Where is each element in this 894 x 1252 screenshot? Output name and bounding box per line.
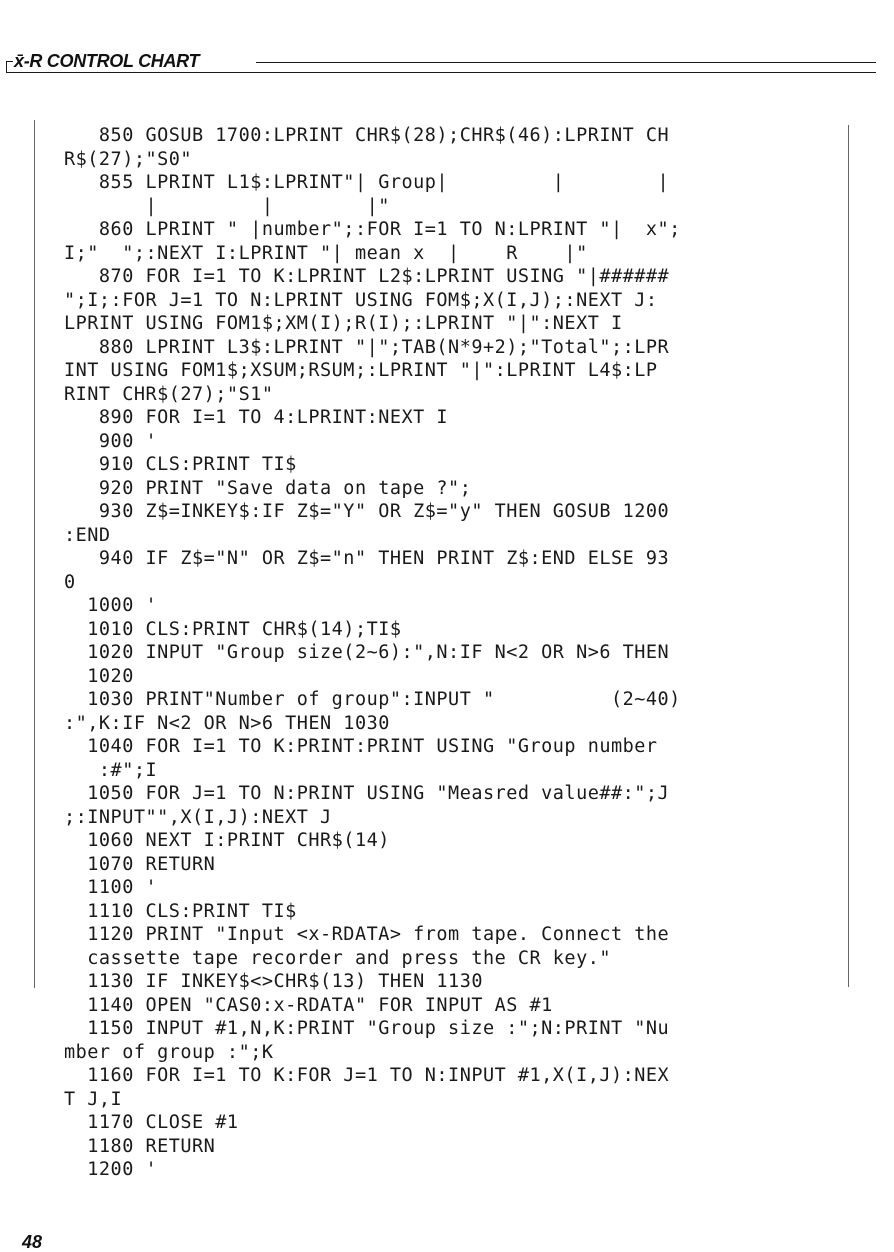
code-line: 940 IF Z$="N" OR Z$="n" THEN PRINT Z$:END ELSE 93 [64, 548, 670, 569]
code-line: ";I;:FOR J=1 TO N:LPRINT USING FOM$;X(I,J);:NEXT J: [64, 289, 658, 311]
code-line: 1170 CLOSE #1 [64, 1112, 239, 1133]
code-line: 930 Z$=INKEY$:IF Z$="Y" OR Z$="y" THEN GOSUB 1200 [64, 501, 670, 522]
code-line: 1060 NEXT I:PRINT CHR$(14) [64, 830, 390, 851]
code-line: 1050 FOR J=1 TO N:PRINT USING "Measred value##:";J [64, 783, 670, 804]
code-line: 1040 FOR I=1 TO K:PRINT:PRINT USING "Group number [64, 736, 658, 757]
code-line: 0 [64, 571, 76, 593]
code-line: 870 FOR I=1 TO K:LPRINT L2$:LPRINT USING "|###### [64, 266, 670, 287]
code-line: 910 CLS:PRINT TI$ [64, 454, 297, 475]
code-line: I;" ";:NEXT I:LPRINT "| mean x | R |" [64, 242, 588, 264]
code-line: 920 PRINT "Save data on tape ?"; [64, 477, 472, 499]
code-line: 860 LPRINT " |number";:FOR I=1 TO N:LPRINT "| x"; [64, 219, 681, 240]
code-line: :",K:IF N<2 OR N>6 THEN 1030 [64, 712, 390, 734]
code-line: R$(27);"S0" [64, 148, 193, 170]
code-line: 1160 FOR I=1 TO K:FOR J=1 TO N:INPUT #1,X(I,J):NEX [64, 1065, 670, 1086]
page-number: 48 [22, 1232, 43, 1252]
header-rule-top [256, 62, 876, 63]
code-line: LPRINT USING FOM1$;XM(I);R(I);:LPRINT "|":NEXT I [64, 313, 623, 334]
code-line: ;:INPUT"",X(I,J):NEXT J [64, 806, 332, 828]
header-bracket-mark [6, 61, 13, 72]
code-line: INT USING FOM1$;XSUM;RSUM;:LPRINT "|":LPRINT L4$:LP [64, 360, 658, 381]
code-line: 1200 ' [64, 1159, 158, 1180]
listing-right-border [848, 125, 849, 987]
code-line: 1140 OPEN "CAS0:x-RDATA" FOR INPUT AS #1 [64, 994, 553, 1016]
code-line: 1100 ' [64, 877, 158, 898]
code-line: 1020 [64, 665, 134, 687]
code-line: RINT CHR$(27);"S1" [64, 383, 274, 405]
code-line: 1110 CLS:PRINT TI$ [64, 900, 297, 922]
header-rule-bottom [6, 72, 876, 73]
code-line: :END [64, 524, 111, 546]
code-line: mber of group :";K [64, 1041, 274, 1063]
code-line: cassette tape recorder and press the CR key." [64, 947, 611, 969]
code-line: 1030 PRINT"Number of group":INPUT " (2~40) [64, 689, 681, 710]
code-line: 855 LPRINT L1$:LPRINT"| Group| | | [64, 172, 670, 193]
running-title: x̄-R CONTROL CHART [14, 51, 200, 71]
code-line: 850 GOSUB 1700:LPRINT CHR$(28);CHR$(46):LPRINT CH [64, 125, 670, 146]
page-header [6, 50, 876, 74]
code-line: 880 LPRINT L3$:LPRINT "|";TAB(N*9+2);"Total";:LPR [64, 336, 670, 358]
code-line: 1130 IF INKEY$<>CHR$(13) THEN 1130 [64, 971, 483, 992]
code-line: 1020 INPUT "Group size(2~6):",N:IF N<2 OR N>6 THEN [64, 642, 670, 663]
code-line: T J,I [64, 1088, 123, 1110]
code-line: 1180 RETURN [64, 1135, 216, 1157]
code-line: 1150 INPUT #1,N,K:PRINT "Group size :";N:PRINT "Nu [64, 1018, 670, 1039]
code-line: 1000 ' [64, 595, 158, 616]
code-line: :#";I [64, 759, 158, 781]
code-line: 890 FOR I=1 TO 4:LPRINT:NEXT I [64, 407, 449, 428]
basic-program-listing [64, 124, 834, 1182]
code-line: 900 ' [64, 430, 158, 452]
code-line: | | |" [64, 195, 390, 217]
code-line: 1070 RETURN [64, 853, 216, 875]
code-line: 1010 CLS:PRINT CHR$(14);TI$ [64, 618, 402, 640]
code-line: 1120 PRINT "Input <x-RDATA> from tape. Connect the [64, 924, 670, 945]
listing-left-border [34, 120, 35, 988]
